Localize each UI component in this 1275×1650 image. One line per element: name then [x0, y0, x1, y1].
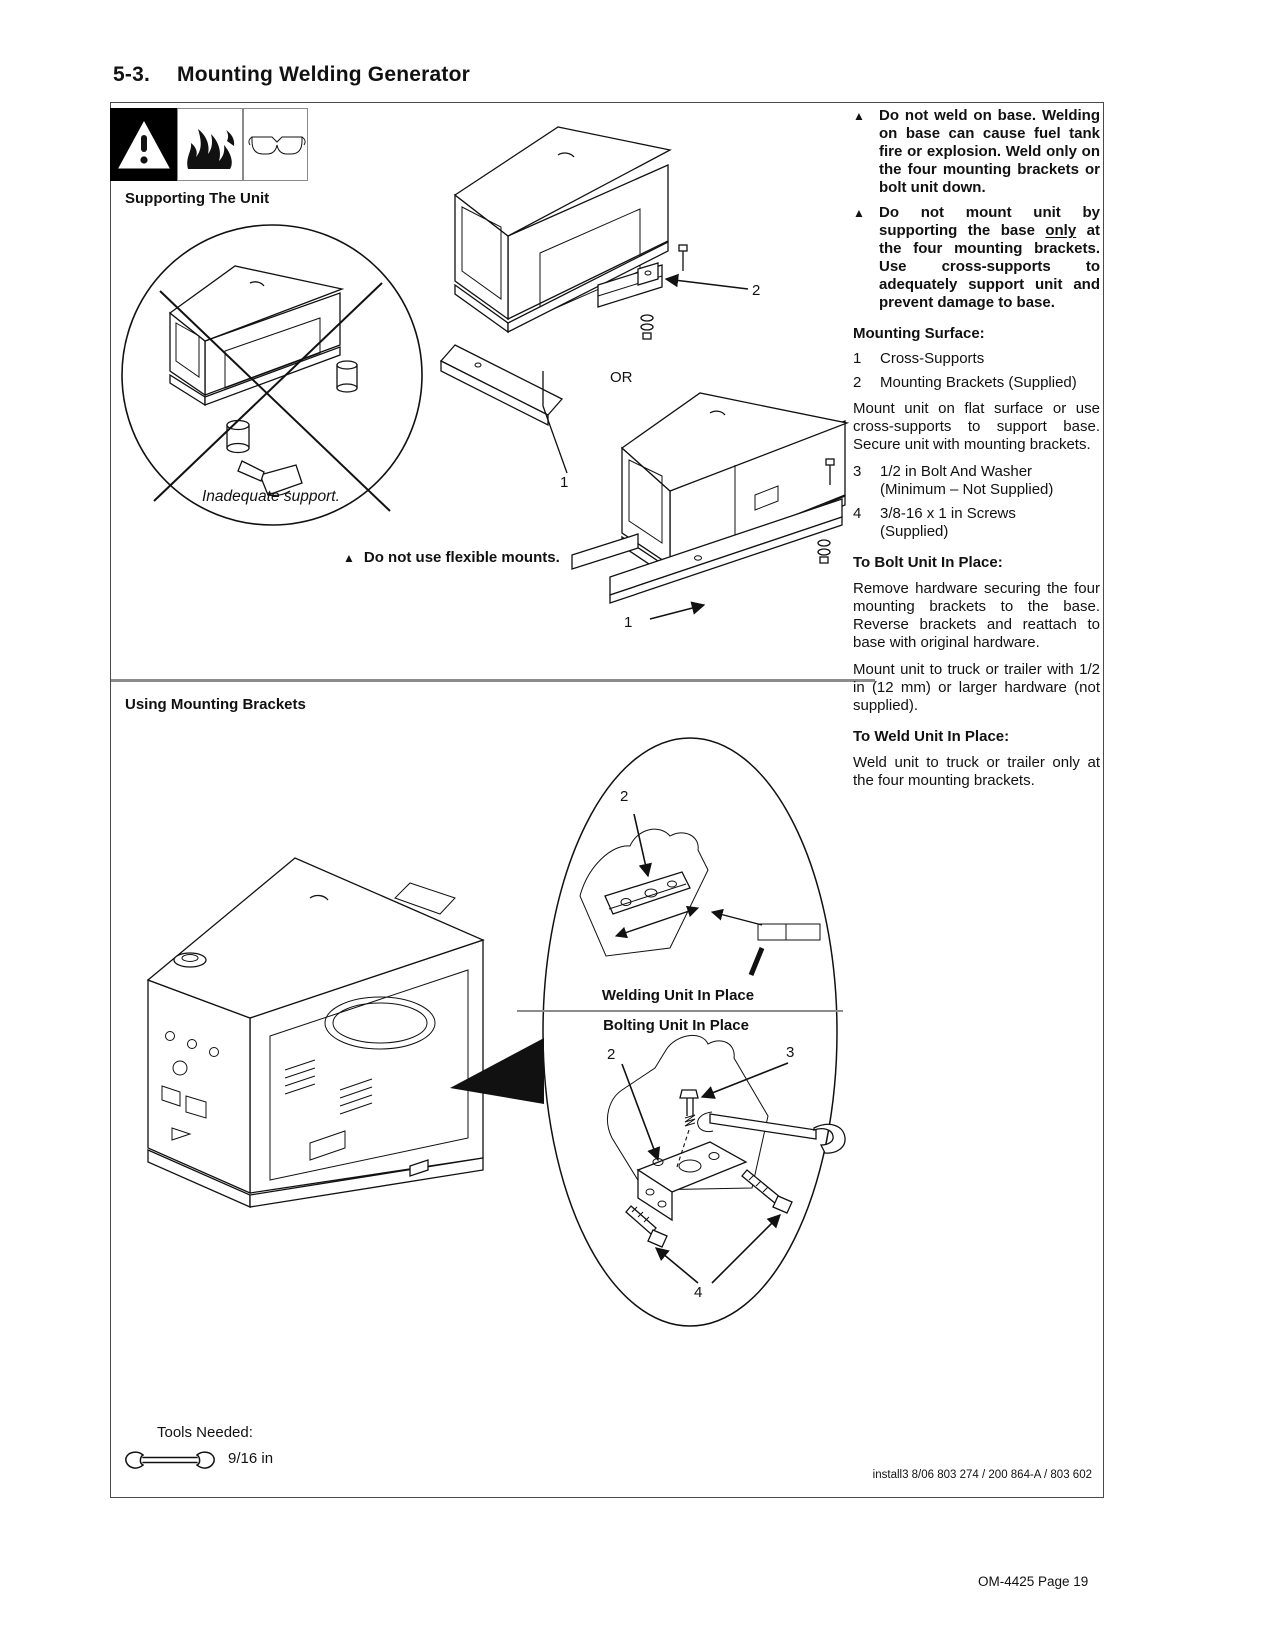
- bolt-unit-paragraph-1: Remove hardware securing the four mounting brackets to the base. Reverse brackets and reattach to base with original hardware.: [853, 580, 1100, 651]
- warning-no-base-mount-text: [879, 204, 1100, 312]
- welding-caption: Welding Unit In Place: [601, 987, 755, 1004]
- legend-item-text: Mounting Brackets (Supplied): [880, 374, 1077, 391]
- callout-bolt: 3: [786, 1044, 795, 1061]
- section-divider: [111, 679, 875, 682]
- section-title-text: Mounting Welding Generator: [177, 63, 470, 86]
- tools-needed-heading: Tools Needed:: [157, 1424, 253, 1441]
- callout-screws: 4: [694, 1284, 703, 1301]
- warning-text-post: at the four mounting brackets. Use cross-supports to adequately support unit and prevent damage to base.: [879, 222, 1100, 311]
- legend-item-3: [853, 463, 1100, 499]
- legend-item-4: [853, 505, 1100, 541]
- legend-item-text: [880, 505, 1016, 541]
- legend-line-1: 3/8-16 x 1 in Screws: [880, 505, 1016, 522]
- bolting-caption: Bolting Unit In Place: [603, 1017, 749, 1034]
- inadequate-support-figure: [122, 225, 422, 525]
- warning-no-weld-text: Do not weld on base. Welding on base can cause fuel tank fire or explosion. Weld only on the four mounting brackets or bolt unit down.: [879, 107, 1100, 196]
- warning-no-weld: [853, 107, 1100, 197]
- callout-arrow-weld-bracket: [634, 814, 648, 876]
- legend-item-2: [853, 374, 1100, 392]
- wrench-size-label: 9/16 in: [228, 1450, 274, 1467]
- section-title: [113, 63, 470, 87]
- legend-line-1: 1/2 in Bolt And Washer: [880, 463, 1033, 480]
- mounting-surface-paragraph: Mount unit on flat surface or use cross-supports to support base. Secure unit with mounting brackets.: [853, 400, 1100, 453]
- wrench-icon: [123, 1447, 217, 1473]
- supporting-heading: Supporting The Unit: [125, 190, 270, 207]
- section-number: 5-3.: [113, 63, 150, 86]
- weld-bead-icon: [751, 924, 820, 975]
- legend-item-number: 1: [853, 350, 862, 367]
- legend-item-1: [853, 350, 1100, 368]
- weld-unit-paragraph: Weld unit to truck or trailer only at the four mounting brackets.: [853, 754, 1100, 789]
- bolting-detail-figure: [607, 1035, 845, 1283]
- warning-text-pre: Do not mount unit by supporting the base: [879, 204, 1100, 239]
- bolt-unit-paragraph-2: Mount unit to truck or trailer with 1/2 in (12 mm) or larger hardware (not supplied).: [853, 661, 1100, 714]
- generator-large-figure: [148, 858, 483, 1207]
- flexible-mounts-warning: [343, 549, 560, 567]
- install-reference: install3 8/06 803 274 / 200 864-A / 803 602: [872, 1469, 1092, 1481]
- legend-item-number: 2: [853, 374, 862, 391]
- callout-arrow-rail-bottom: [650, 605, 704, 619]
- warning-bullet-icon: ▲: [343, 551, 355, 565]
- fuel-cap: [174, 953, 206, 967]
- legend-item-text: [880, 463, 1053, 499]
- generator-bracket-figure: [455, 127, 748, 339]
- weld-dimension-arrows: [616, 908, 698, 936]
- warning-bullet-icon: ▲: [853, 206, 865, 220]
- legend-item-number: 3: [853, 463, 862, 480]
- legend-line-2: (Minimum – Not Supplied): [880, 481, 1054, 498]
- callout-weld-bracket: 2: [620, 788, 629, 805]
- generator-cross-supports-figure: [572, 393, 847, 619]
- page-footer: OM-4425 Page 19: [978, 1574, 1089, 1589]
- bolt-unit-heading: To Bolt Unit In Place:: [853, 554, 1003, 571]
- legend-line-2: (Supplied): [880, 523, 949, 540]
- instructions-sidebar: [853, 107, 1100, 799]
- flexible-mounts-warning-text: Do not use flexible mounts.: [363, 549, 560, 566]
- warning-bullet-icon: ▲: [853, 109, 865, 123]
- using-brackets-heading: Using Mounting Brackets: [125, 696, 306, 713]
- callout-bolt-bracket: 2: [607, 1046, 616, 1063]
- callout-rail-top: 1: [560, 474, 569, 491]
- caption-divider: [517, 1010, 843, 1012]
- warning-no-base-mount: [853, 204, 1100, 312]
- legend-item-number: 4: [853, 505, 862, 522]
- cross-support-rail-top: [441, 345, 567, 473]
- supporting-the-unit-figure: [110, 103, 850, 680]
- callout-bracket: 2: [752, 282, 761, 299]
- inadequate-support-caption: Inadequate support.: [202, 488, 340, 505]
- callout-arrow-screw-2: [712, 1215, 780, 1283]
- or-label: OR: [610, 369, 633, 386]
- welding-detail-figure: [580, 814, 820, 975]
- callout-rail-bottom: 1: [624, 614, 633, 631]
- callout-arrow-bolt: [702, 1063, 788, 1097]
- mounting-surface-heading: Mounting Surface:: [853, 325, 985, 342]
- warning-text-underlined: only: [1045, 222, 1077, 239]
- weld-unit-heading: To Weld Unit In Place:: [853, 728, 1010, 745]
- callout-arrow-bracket: [666, 279, 748, 289]
- angle-bracket: [638, 1142, 746, 1220]
- callout-arrow-screw-1: [656, 1248, 698, 1283]
- legend-item-text: Cross-Supports: [880, 350, 985, 367]
